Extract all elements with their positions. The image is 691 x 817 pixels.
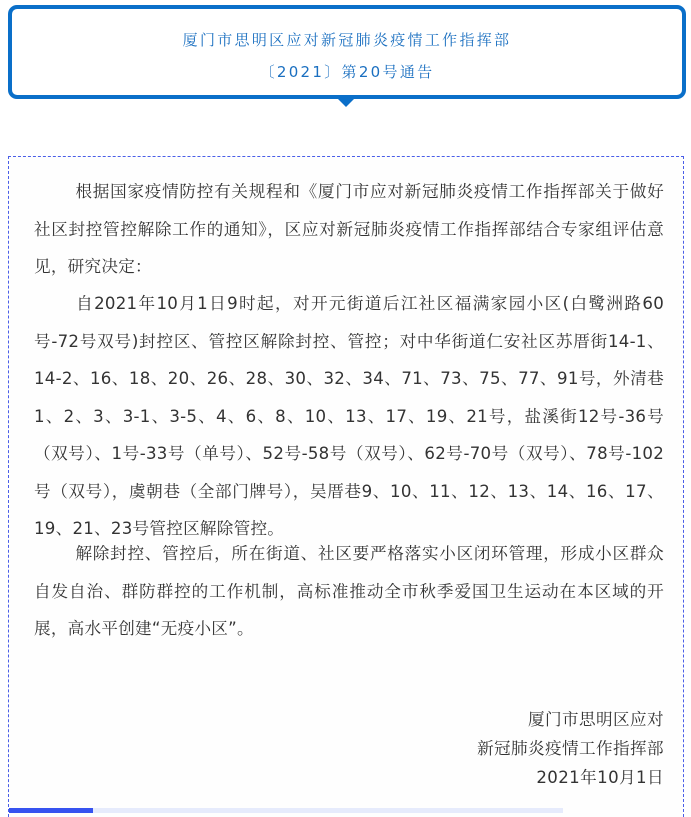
paragraph-decision [34,285,664,548]
scroll-progress-bar [9,808,563,813]
signature-org-line1: 厦门市思明区应对 [528,710,664,729]
paragraph-decision-text: 自2021年10月1日9时起，对开元街道后江社区福满家园小区(白鹭洲路60号-72号双号)封控区、管控区解除封控、管控；对中华街道仁安社区苏厝街14-1、14-2、16、18、20、26、28、30、32、34、71、73、75、77、91号，外清巷1、2、3、3-1、3-5、4、6、8、10、13、17、19、21号，盐溪街12号-36号（双号）、1号-33号（单号）、52号-58号（双号）、62号-70号（双号）、78号-102号（双号），虞朝巷（全部门牌号），吴厝巷9、10、11、12、13、14、16、17、19、21、23号管控区解除管控。 [34,294,664,538]
notice-body-box [8,156,684,817]
notice-header-box [8,5,686,99]
notice-number: 〔2021〕第20号通告 [259,63,435,81]
paragraph-basis [34,173,664,286]
signature-date: 2021年10月1日 [536,768,664,787]
paragraph-basis-text: 根据国家疫情防控有关规程和《厦门市应对新冠肺炎疫情工作指挥部关于做好社区封控管控解除工作的通知》，区应对新冠肺炎疫情工作指挥部结合专家组评估意见，研究决定： [34,182,664,276]
notice-title: 厦门市思明区应对新冠肺炎疫情工作指挥部 [182,31,512,49]
paragraph-requirements-text: 解除封控、管控后，所在街道、社区要严格落实小区闭环管理，形成小区群众自发自治、群防群控的工作机制，高标准推动全市秋季爱国卫生运动在本区域的开展，高水平创建“无疫小区”。 [34,544,664,638]
scroll-progress-fill [9,808,93,813]
signature-block [477,705,664,792]
paragraph-requirements [34,535,664,648]
signature-org-line2: 新冠肺炎疫情工作指挥部 [477,739,664,758]
pointer-triangle-icon [335,96,357,107]
